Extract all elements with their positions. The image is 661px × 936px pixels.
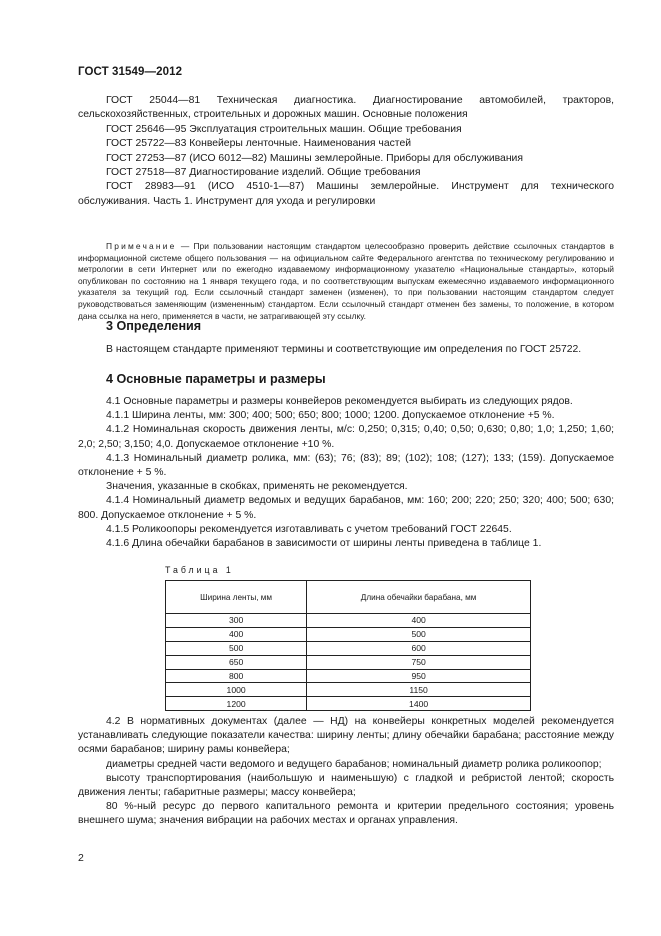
note-block (78, 241, 614, 322)
paragraph: 4.1 Основные параметры и размеры конвейеров рекомендуется выбирать из следующих рядов. (106, 396, 573, 407)
section-3-title: 3 Определения (106, 319, 202, 333)
note-lead: Примечание (106, 241, 177, 251)
paragraph: 4.1.2 Номинальная скорость движения ленты, м/с: 0,250; 0,315; 0,40; 0,50; 0,630; 0,80; 1,0; 1,250; 1,60; 2,0; 2,50; 3,150; 4,0. Допускаемое отклонение +10 %. (78, 424, 614, 450)
normative-references (78, 94, 614, 209)
table-cell: 400 (166, 627, 307, 641)
paragraph: 4.1.5 Роликоопоры рекомендуется изготавливать с учетом требований ГОСТ 22645. (106, 523, 512, 535)
data-table (165, 580, 531, 711)
table-cell: 1200 (166, 697, 307, 711)
table-cell: 500 (166, 641, 307, 655)
page-number: 2 (78, 852, 84, 864)
table-cell: 1000 (166, 683, 307, 697)
table-cell: 650 (166, 655, 307, 669)
section-4-2-body (78, 715, 614, 829)
table-cell: 800 (166, 669, 307, 683)
paragraph: 4.1.1 Ширина ленты, мм: 300; 400; 500; 650; 800; 1000; 1200. Допускаемое отклонение +5 %. (106, 410, 555, 422)
reference-item: ГОСТ 28983—91 (ИСО 4510-1—87) Машины землеройные. Инструмент для технического обслуживания. Часть 1. Инструмент для ухода и регулировки (78, 181, 614, 207)
table-cell: 500 (307, 627, 531, 641)
reference-item: ГОСТ 25646—95 Эксплуатация строительных машин. Общие требования (106, 123, 462, 135)
table-row (166, 614, 531, 628)
table-cell: 600 (307, 641, 531, 655)
table-cell: 750 (307, 655, 531, 669)
section-4-title: 4 Основные параметры и размеры (106, 372, 326, 386)
table-row (166, 655, 531, 669)
reference-item: ГОСТ 27518—87 Диагностирование изделий. Общие требования (106, 167, 421, 179)
page-header: ГОСТ 31549—2012 (78, 66, 183, 78)
table-cell: 400 (307, 614, 531, 628)
table-cell: 1150 (307, 683, 531, 697)
table-cell: 1400 (307, 697, 531, 711)
column-header: Ширина ленты, мм (166, 581, 307, 614)
table-caption: Таблица 1 (165, 565, 234, 575)
table-row (166, 669, 531, 683)
section-3-text: В настоящем стандарте применяют термины и соответствующие им определения по ГОСТ 25722. (106, 344, 582, 355)
paragraph: высоту транспортирования (наибольшую и наименьшую) с гладкой и ребристой лентой; скорость движения ленты; габаритные размеры; массу конвейера; (78, 772, 614, 799)
paragraph: 4.1.3 Номинальный диаметр ролика, мм: (63); 76; (83); 89; (102); 108; (127); 133; (159). Допускаемое отклонение + 5 %. (78, 452, 614, 479)
paragraph: диаметры средней части ведомого и ведущего барабанов; номинальный диаметр ролика роликоопор; (106, 758, 602, 770)
table-cell: 950 (307, 669, 531, 683)
reference-item: ГОСТ 25044—81 Техническая диагностика. Диагностирование автомобилей, тракторов, сельскохозяйственных, строительных и дорожных машин. Основные положения (78, 95, 614, 121)
table-header-row (166, 581, 531, 614)
paragraph: 4.1.6 Длина обечайки барабанов в зависимости от ширины ленты приведена в таблице 1. (106, 538, 542, 550)
paragraph: 4.1.4 Номинальный диаметр ведомых и ведущих барабанов, мм: 160; 200; 220; 250; 320; 400; 500; 630; 800. Допускаемое отклонение + 5 %. (78, 495, 614, 521)
reference-item: ГОСТ 25722—83 Конвейеры ленточные. Наименования частей (106, 138, 412, 150)
table-row (166, 641, 531, 655)
table-row (166, 627, 531, 641)
table-cell: 300 (166, 614, 307, 628)
column-header: Длина обечайки барабана, мм (307, 581, 531, 614)
reference-item: ГОСТ 27253—87 (ИСО 6012—82) Машины землеройные. Приборы для обслуживания (106, 152, 523, 164)
table-row (166, 683, 531, 697)
paragraph: 4.2 В нормативных документах (далее — НД) на конвейеры конкретных моделей рекомендуется устанавливать следующие показатели качества: ширину ленты; длину обечайки барабана; расстояние между осями барабанов; ширину рамы конвейера; (78, 716, 614, 756)
note-text: — При пользовании настоящим стандартом целесообразно проверить действие ссылочных стандартов в информационной системе общего пользования — на официальном сайте Федерального агентства по техническому регулированию и метрологии в сети Интернет или по ежегодно издаваемому информационному указателю «Национальные стандарты», который опубликован по состоянию на 1 января текущего года, и по соответствующим выпускам ежемесячно издаваемого информационного указателя за текущий год. Если ссылочный стандарт заменен (изменен), то при пользовании настоящим стандартом следует руководствоваться заменяющим (измененным) стандартом. Если ссылочный стандарт отменен без замены, то положение, в котором дана ссылка на него, применяется в части, не затрагивающей эту ссылку. (78, 241, 615, 321)
table-row (166, 697, 531, 711)
paragraph: Значения, указанные в скобках, применять не рекомендуется. (106, 481, 408, 493)
section-4-body (78, 395, 614, 551)
paragraph: 80 %-ный ресурс до первого капитального ремонта и критерии предельного состояния; уровень внешнего шума; значения вибрации на рабочих местах и органах управления. (78, 801, 614, 827)
